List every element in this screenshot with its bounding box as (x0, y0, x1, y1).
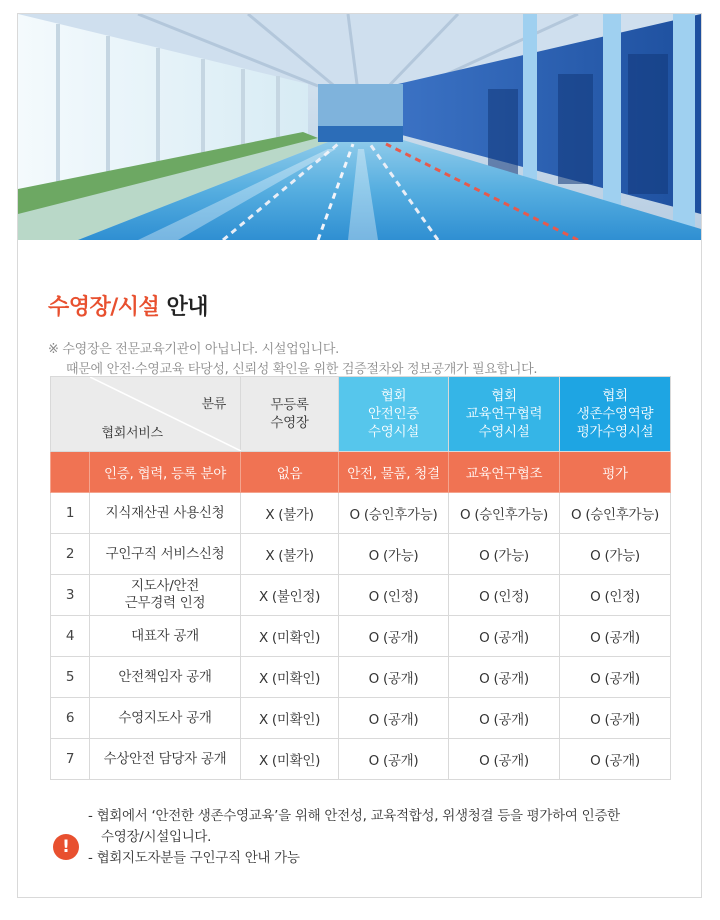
footer-note-1-cont: 수영장/시설입니다. (101, 829, 212, 845)
row-value-safety-certified: O (공개) (339, 739, 449, 780)
row-number: 5 (51, 657, 90, 698)
row-service-name (90, 739, 241, 780)
section-title-rest: 안내 (166, 295, 208, 320)
row-value-research-partner: O (공개) (449, 739, 560, 780)
subheader-cell: 없음 (241, 452, 339, 493)
row-value-research-partner: O (공개) (449, 616, 560, 657)
header-col-line: 안전인증 (368, 406, 419, 422)
row-value-unregistered: X (미확인) (241, 698, 339, 739)
table-row (51, 739, 671, 780)
service-comparison-table (50, 376, 671, 780)
row-value-safety-certified: O (인정) (339, 575, 449, 616)
row-value-survival-evaluation: O (승인후가능) (560, 493, 671, 534)
header-col-research-partner (449, 377, 560, 452)
row-value-survival-evaluation: O (인정) (560, 575, 671, 616)
row-number: 6 (51, 698, 90, 739)
subheader-cell: 평가 (560, 452, 671, 493)
header-col-survival-evaluation (560, 377, 671, 452)
table-row (51, 534, 671, 575)
header-service-label: 협회서비스 (101, 426, 163, 441)
subheader-cell: 안전, 물품, 청결 (339, 452, 449, 493)
header-col-safety-certified (339, 377, 449, 452)
row-value-research-partner: O (공개) (449, 698, 560, 739)
row-value-survival-evaluation: O (공개) (560, 698, 671, 739)
footer-note-list (88, 806, 620, 869)
row-service-line: 수영지도사 공개 (118, 709, 212, 726)
table-row (51, 575, 671, 616)
header-col-line: 수영장 (270, 415, 309, 431)
header-col-line: 교육연구협력 (465, 406, 543, 422)
row-value-unregistered: X (미확인) (241, 616, 339, 657)
table-row (51, 657, 671, 698)
row-value-research-partner: O (공개) (449, 657, 560, 698)
header-col-line: 무등록 (270, 397, 309, 413)
row-value-survival-evaluation: O (공개) (560, 616, 671, 657)
row-value-safety-certified: O (승인후가능) (339, 493, 449, 534)
table-header-row (51, 377, 671, 452)
footer-note-2: - 협회지도자분들 구인구직 안내 가능 (88, 850, 300, 866)
row-number: 1 (51, 493, 90, 534)
header-col-line: 협회 (602, 388, 628, 404)
row-value-safety-certified: O (가능) (339, 534, 449, 575)
row-value-survival-evaluation: O (공개) (560, 657, 671, 698)
header-col-line: 협회 (380, 388, 407, 404)
notice-text (48, 340, 537, 380)
row-number: 7 (51, 739, 90, 780)
subheader-blank-cell (51, 452, 90, 493)
row-service-name (90, 657, 241, 698)
header-diagonal-cell (90, 377, 241, 452)
table-row (51, 493, 671, 534)
table-row (51, 698, 671, 739)
row-value-survival-evaluation: O (공개) (560, 739, 671, 780)
row-service-line: 수상안전 담당자 공개 (103, 750, 227, 767)
table-row (51, 616, 671, 657)
row-service-line: 지도사/안전 (131, 578, 199, 594)
row-service-name (90, 698, 241, 739)
row-value-research-partner: O (인정) (449, 575, 560, 616)
alert-icon: ! (53, 834, 79, 860)
row-service-name (90, 493, 241, 534)
row-value-research-partner: O (승인후가능) (449, 493, 560, 534)
row-value-safety-certified: O (공개) (339, 698, 449, 739)
row-service-line: 대표자 공개 (131, 627, 199, 644)
row-service-line: 근무경력 인정 (124, 595, 206, 611)
row-value-unregistered: X (미확인) (241, 739, 339, 780)
row-number: 3 (51, 575, 90, 616)
row-number: 4 (51, 616, 90, 657)
notice-line-2: 때문에 안전·수영교육 타당성, 신뢰성 확인을 위한 검증절차와 정보공개가 필요합니다. (66, 362, 538, 377)
row-value-safety-certified: O (공개) (339, 657, 449, 698)
section-title-accent: 수영장/시설 (48, 295, 160, 320)
header-col-line: 수영시설 (478, 424, 530, 440)
header-col-line: 협회 (491, 388, 517, 404)
footer-note-1: - 협회에서 ‘안전한 생존수영교육’을 위해 안전성, 교육적합성, 위생청결 등을 평가하여 인증한 (88, 808, 620, 824)
row-value-unregistered: X (미확인) (241, 657, 339, 698)
row-service-line: 지식재산권 사용신청 (105, 504, 225, 521)
header-col-line: 수영시설 (368, 424, 419, 440)
header-col-line: 평가수영시설 (576, 424, 654, 440)
subheader-cell: 교육연구협조 (449, 452, 560, 493)
row-service-name (90, 575, 241, 616)
row-number: 2 (51, 534, 90, 575)
row-value-unregistered: X (불가) (241, 493, 339, 534)
row-value-unregistered: X (불인정) (241, 575, 339, 616)
row-service-name (90, 534, 241, 575)
header-col-unregistered (241, 377, 339, 452)
row-value-safety-certified: O (공개) (339, 616, 449, 657)
header-blank-cell (51, 377, 90, 452)
section-title (48, 290, 208, 321)
pool-hero-image (18, 14, 701, 240)
row-value-survival-evaluation: O (가능) (560, 534, 671, 575)
row-value-research-partner: O (가능) (449, 534, 560, 575)
subheader-cell: 인증, 협력, 등록 분야 (90, 452, 241, 493)
row-service-name (90, 616, 241, 657)
table-subheader-row (51, 452, 671, 493)
header-col-line: 생존수영역량 (576, 406, 654, 422)
header-category-label: 분류 (201, 397, 226, 412)
row-service-line: 안전책임자 공개 (118, 668, 212, 685)
row-value-unregistered: X (불가) (241, 534, 339, 575)
notice-line-1: ※ 수영장은 전문교육기관이 아닙니다. 시설업입니다. (48, 342, 340, 357)
row-service-line: 구인구직 서비스신청 (105, 545, 225, 562)
content-frame (17, 13, 702, 898)
